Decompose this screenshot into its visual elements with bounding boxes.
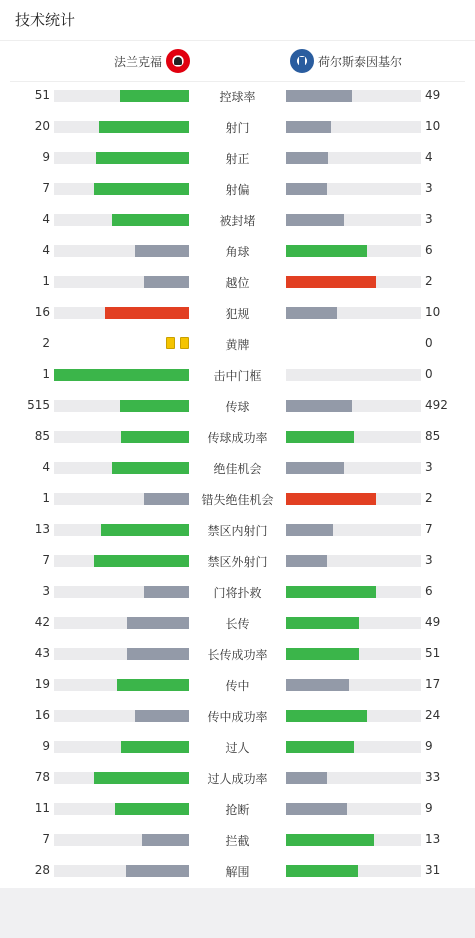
away-bar-track [286,276,421,288]
stat-row [0,515,475,546]
away-bar-track [286,369,421,381]
stat-row [0,205,475,236]
away-value: 492 [425,398,448,412]
home-bar-track [54,834,189,846]
home-bar [120,90,189,102]
home-value: 51 [34,88,50,102]
page-title: 技术统计 [0,0,475,41]
away-bar [286,524,333,536]
home-bar [121,431,189,443]
away-bar-track [286,121,421,133]
away-bar-track [286,617,421,629]
home-bar [142,834,189,846]
stat-row [0,825,475,856]
home-bar [54,369,189,381]
away-bar [286,121,331,133]
home-bar-track [54,710,189,722]
home-value: 4 [42,212,50,226]
away-bar-track [286,90,421,102]
stat-label: 射门 [225,121,250,135]
away-bar [286,648,359,660]
away-bar-track [286,152,421,164]
stat-label: 拦截 [225,834,250,848]
away-value: 49 [425,88,441,102]
away-value: 4 [425,150,433,164]
home-bar [144,586,189,598]
stat-label: 传中 [225,679,250,693]
home-bar-track [54,183,189,195]
home-value: 43 [34,646,50,660]
stat-label: 越位 [225,276,250,290]
stat-row [0,236,475,267]
away-bar-track [286,524,421,536]
away-value: 2 [425,491,433,505]
stat-label: 角球 [225,245,250,259]
holstein-kiel-crest-icon [290,49,314,73]
stat-row [0,577,475,608]
away-value: 6 [425,584,433,598]
home-bar [120,400,189,412]
stat-label: 击中门框 [213,369,262,383]
away-bar [286,462,344,474]
away-bar [286,245,367,257]
stat-label: 门将扑救 [213,586,262,600]
home-bar-track [54,90,189,102]
home-yellow-cards [166,337,189,349]
away-bar-track [286,307,421,319]
stat-label: 解围 [225,865,250,879]
away-value: 0 [425,336,433,350]
stat-row [0,267,475,298]
home-value: 1 [42,274,50,288]
away-bar [286,90,352,102]
home-value: 20 [34,119,50,133]
stat-row [0,546,475,577]
home-bar [144,276,189,288]
away-value: 3 [425,460,433,474]
away-bar [286,617,359,629]
away-value: 2 [425,274,433,288]
home-value: 16 [34,305,50,319]
home-value: 2 [42,336,50,350]
home-bar [96,152,189,164]
stat-label: 禁区内射门 [207,524,268,538]
away-value: 17 [425,677,441,691]
stat-label: 犯规 [225,307,250,321]
stat-row [0,856,475,887]
home-bar-track [54,679,189,691]
home-bar-track [54,803,189,815]
away-bar-track [286,741,421,753]
away-bar [286,555,327,567]
stat-label: 黄牌 [225,338,250,352]
home-bar [135,245,189,257]
stat-row [0,298,475,329]
home-value: 42 [34,615,50,629]
home-bar-track [54,493,189,505]
away-value: 0 [425,367,433,381]
stat-row [0,112,475,143]
away-bar [286,586,376,598]
away-bar-track [286,183,421,195]
away-bar [286,803,347,815]
home-value: 1 [42,491,50,505]
home-bar [117,679,189,691]
stat-row [0,794,475,825]
home-bar [94,183,189,195]
home-value: 19 [34,677,50,691]
stat-row [0,360,475,391]
home-bar-track [54,431,189,443]
home-bar-track [54,276,189,288]
away-bar [286,710,367,722]
away-bar-track [286,245,421,257]
stat-label: 禁区外射门 [207,555,268,569]
home-value: 9 [42,739,50,753]
away-bar [286,493,376,505]
home-bar-track [54,865,189,877]
home-value: 3 [42,584,50,598]
home-bar-track [54,214,189,226]
home-value: 9 [42,150,50,164]
away-bar [286,307,337,319]
home-value: 85 [34,429,50,443]
away-value: 3 [425,181,433,195]
home-bar [127,648,189,660]
stat-label: 控球率 [219,90,256,104]
home-bar-track [54,555,189,567]
stat-row [0,484,475,515]
home-value: 28 [34,863,50,877]
away-bar [286,741,354,753]
home-bar [105,307,189,319]
home-bar-track [54,524,189,536]
away-value: 85 [425,429,441,443]
away-bar-track [286,400,421,412]
home-value: 7 [42,832,50,846]
away-bar-track [286,679,421,691]
stat-label: 被封堵 [219,214,256,228]
home-value: 11 [34,801,50,815]
away-team[interactable] [290,49,402,73]
away-bar [286,400,352,412]
home-bar-track [54,772,189,784]
home-bar [127,617,189,629]
home-bar [112,214,189,226]
home-bar-track [54,121,189,133]
away-value: 9 [425,801,433,815]
stat-label: 传球 [225,400,250,414]
away-value: 7 [425,522,433,536]
away-bar-track [286,648,421,660]
away-value: 31 [425,863,441,877]
away-value: 6 [425,243,433,257]
home-value: 78 [34,770,50,784]
home-bar-track [54,307,189,319]
home-value: 4 [42,243,50,257]
stat-label: 射偏 [225,183,250,197]
home-bar-track [54,648,189,660]
away-bar [286,772,327,784]
stat-row [0,329,475,360]
home-value: 7 [42,553,50,567]
stat-label: 传中成功率 [207,710,268,724]
stat-label: 射正 [225,152,250,166]
home-value: 7 [42,181,50,195]
away-value: 13 [425,832,441,846]
away-team-name: 荷尔斯泰因基尔 [318,54,403,69]
home-team[interactable] [114,49,190,73]
stat-row [0,670,475,701]
away-bar [286,679,349,691]
yellow-card-icon [166,337,175,349]
home-value: 4 [42,460,50,474]
home-value: 16 [34,708,50,722]
home-value: 1 [42,367,50,381]
away-value: 33 [425,770,441,784]
away-value: 49 [425,615,441,629]
home-value: 515 [27,398,50,412]
home-team-name: 法兰克福 [113,54,162,69]
away-bar-track [286,493,421,505]
home-bar [144,493,189,505]
away-bar-track [286,803,421,815]
home-bar [99,121,189,133]
away-value: 51 [425,646,441,660]
home-bar [112,462,189,474]
home-bar [101,524,189,536]
home-bar-track [54,462,189,474]
home-bar-track [54,586,189,598]
away-bar-track [286,710,421,722]
stat-label: 长传成功率 [207,648,268,662]
stat-label: 绝佳机会 [213,462,262,476]
home-bar [126,865,189,877]
home-bar [135,710,189,722]
stat-row [0,81,475,112]
stat-label: 传球成功率 [207,431,268,445]
away-bar-track [286,462,421,474]
home-bar-track [54,369,189,381]
away-bar-track [286,555,421,567]
stat-row [0,763,475,794]
eintracht-frankfurt-crest-icon [166,49,190,73]
away-bar [286,834,374,846]
home-bar [115,803,189,815]
away-bar [286,431,354,443]
away-value: 3 [425,553,433,567]
stat-row [0,732,475,763]
home-bar [94,555,189,567]
away-bar-track [286,214,421,226]
away-bar [286,865,358,877]
away-bar-track [286,834,421,846]
away-bar [286,214,344,226]
away-value: 9 [425,739,433,753]
stat-row [0,422,475,453]
stat-label: 错失绝佳机会 [201,493,274,507]
away-bar [286,152,328,164]
away-value: 24 [425,708,441,722]
teams-header [10,41,465,82]
yellow-card-icon [180,337,189,349]
home-bar-track [54,741,189,753]
stat-label: 过人 [225,741,250,755]
away-bar-track [286,772,421,784]
home-bar-track [54,245,189,257]
away-bar [286,183,327,195]
away-value: 3 [425,212,433,226]
stat-label: 抢断 [225,803,250,817]
stat-row [0,701,475,732]
home-bar-track [54,400,189,412]
home-bar [94,772,189,784]
stat-row [0,174,475,205]
away-bar-track [286,431,421,443]
home-bar-track [54,617,189,629]
home-bar-track [54,152,189,164]
stat-row [0,143,475,174]
stat-row [0,391,475,422]
stat-row [0,639,475,670]
away-bar-track [286,865,421,877]
away-bar-track [286,586,421,598]
stat-row [0,453,475,484]
stat-label: 过人成功率 [207,772,268,786]
stat-label: 长传 [225,617,250,631]
stat-row [0,608,475,639]
home-value: 13 [34,522,50,536]
away-value: 10 [425,305,441,319]
away-bar [286,276,376,288]
away-value: 10 [425,119,441,133]
home-bar [121,741,189,753]
